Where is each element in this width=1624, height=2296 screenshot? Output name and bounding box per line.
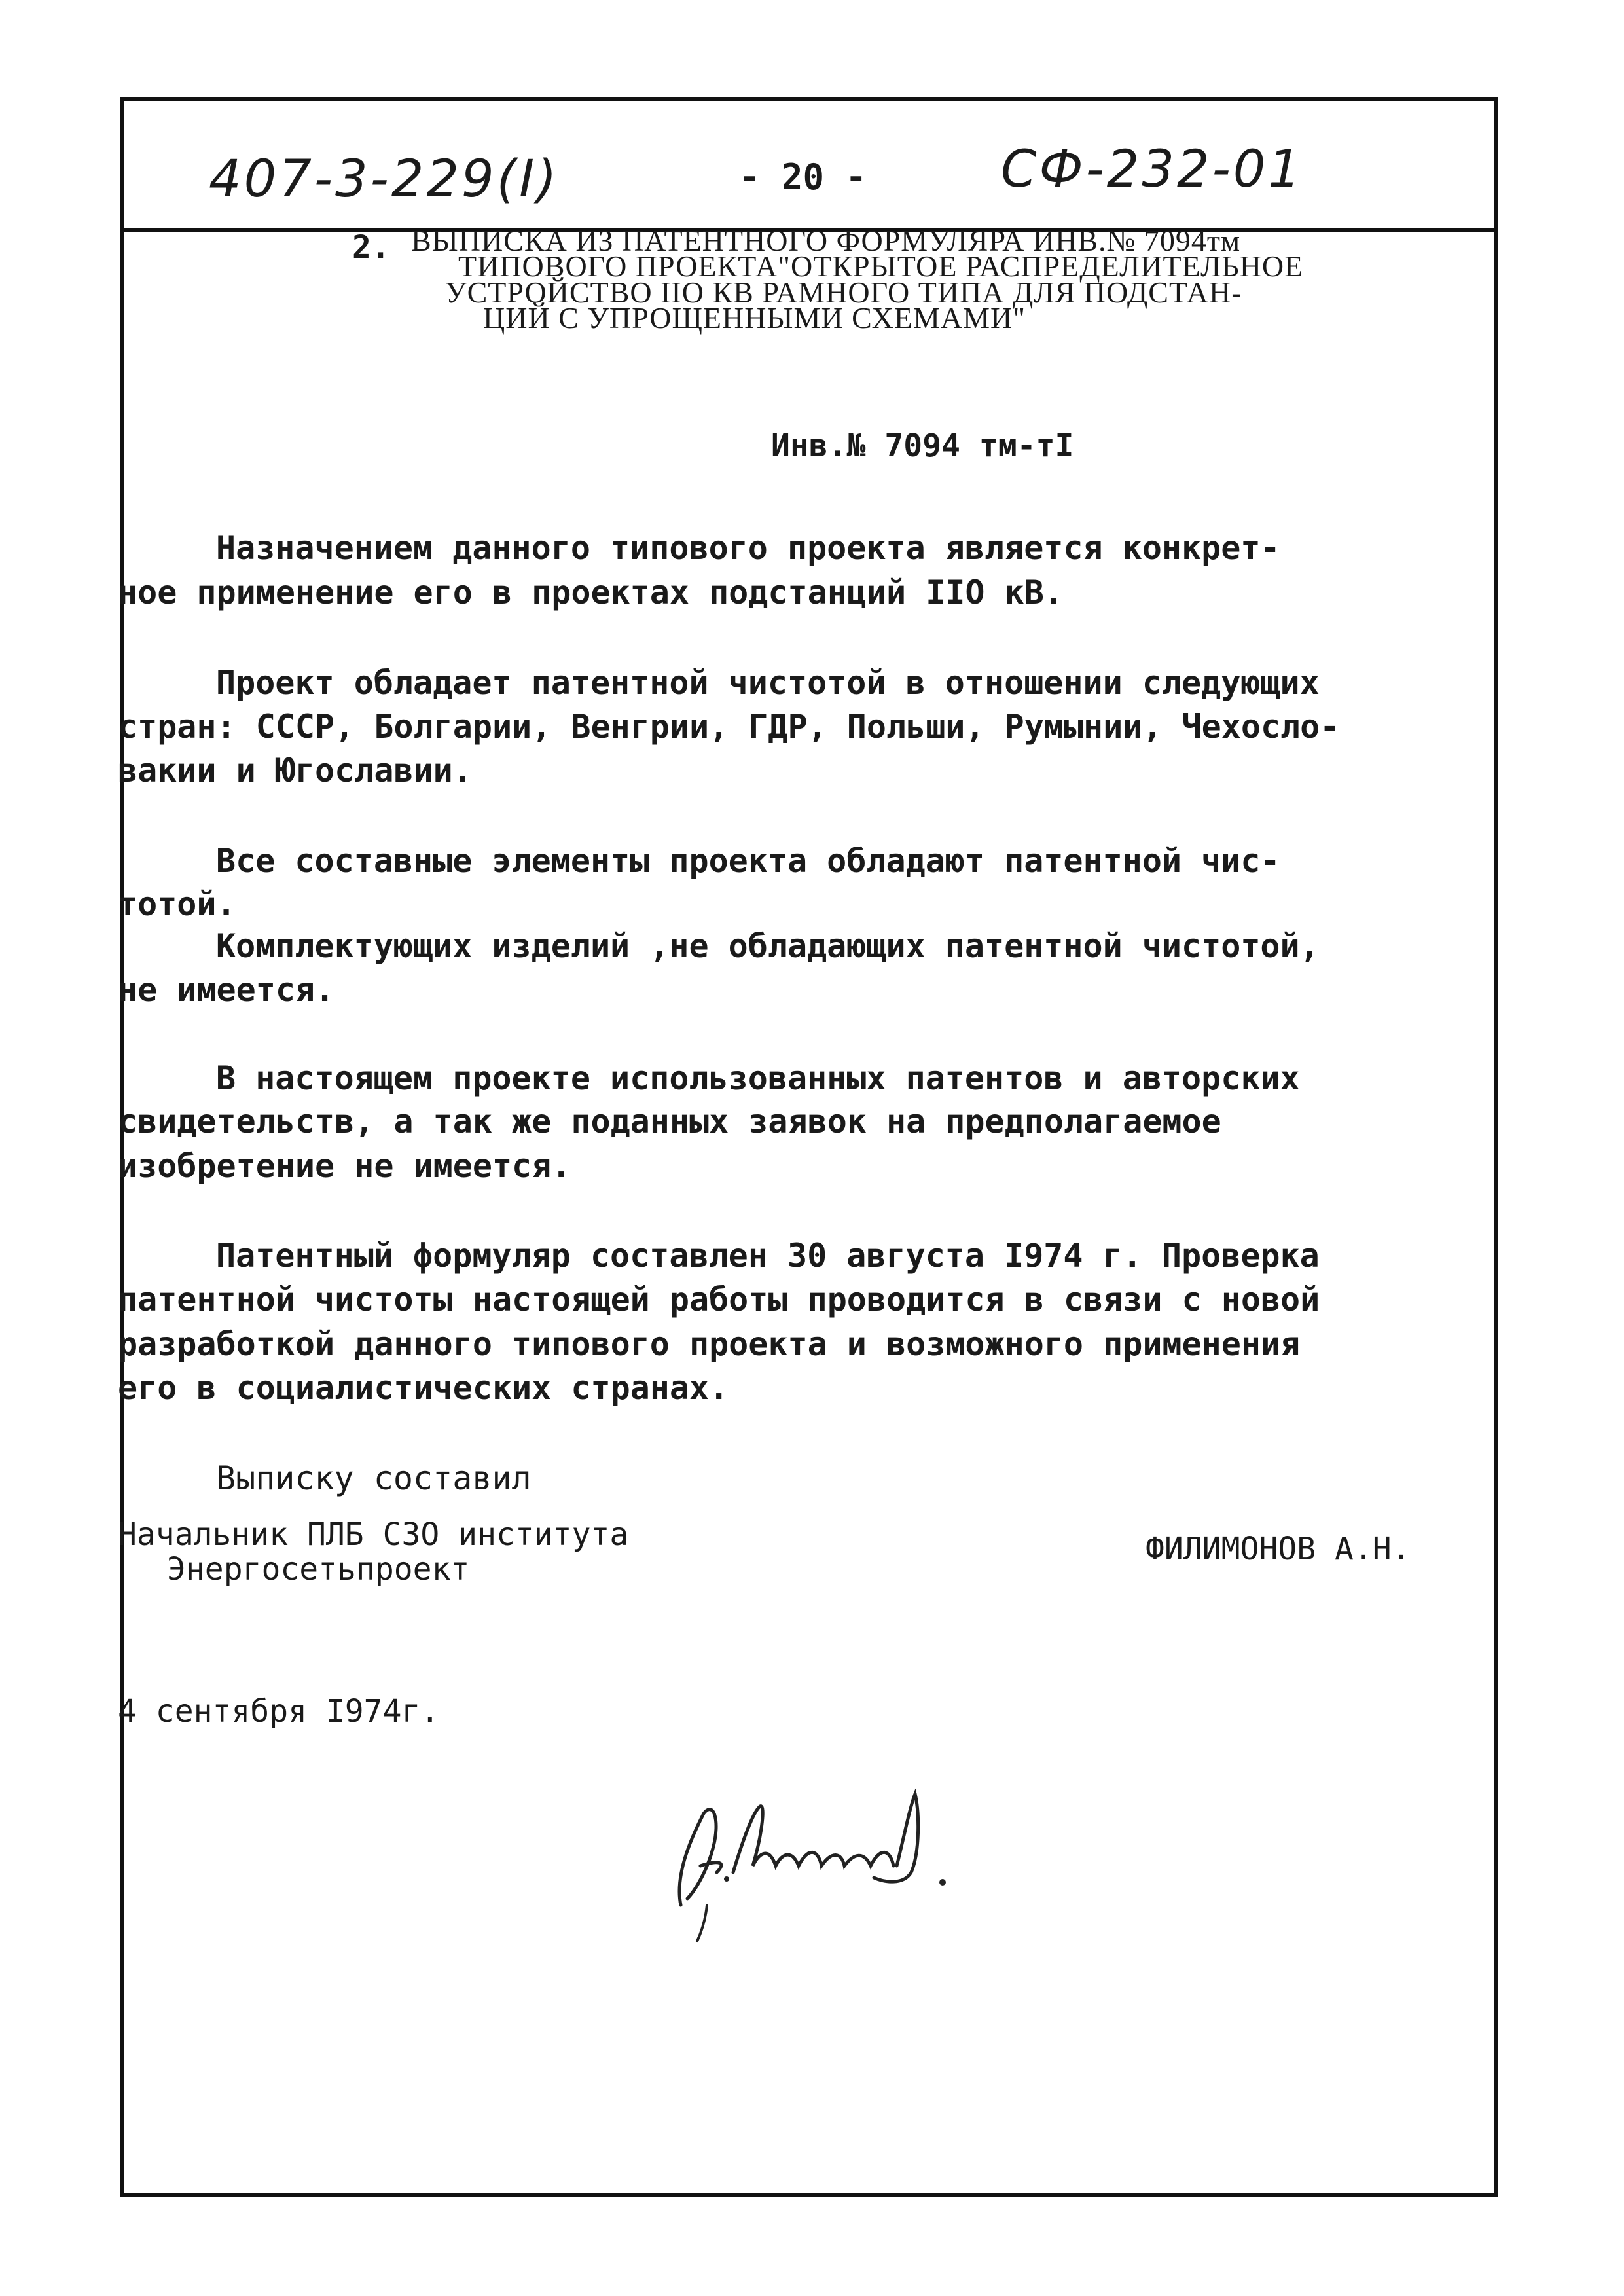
document-code: 407-3-229(I) xyxy=(209,150,560,209)
inventory-number: Инв.№ 7094 тм-тI xyxy=(771,428,1074,464)
paragraph-line: изобретение не имеется. xyxy=(118,1147,571,1185)
document-date: 4 сентября I974г. xyxy=(118,1693,440,1730)
paragraph-line: В настоящем проекте использованных патентов и авторских xyxy=(216,1059,1300,1097)
paragraph-line: ное применение его в проектах подстанций IIO кВ. xyxy=(118,574,1064,611)
paragraph-line: патентной чистоты настоящей работы проводится в связи с новой xyxy=(118,1281,1320,1319)
title-line: ТИПОВОГО ПРОЕКТА"ОТКРЫТОЕ РАСПРЕДЕЛИТЕЛЬНОЕ xyxy=(458,249,1304,283)
paragraph-line: Патентный формуляр составлен 30 августа I974 г. Проверка xyxy=(216,1237,1320,1275)
sheet-code: СФ-232-01 xyxy=(1001,140,1304,199)
compiled-by-label: Выписку составил xyxy=(216,1459,532,1497)
handwritten-signature xyxy=(655,1774,969,1944)
paragraph-line: Все составные элементы проекта обладают патентной чис- xyxy=(216,842,1280,880)
title-line: ЦИЙ С УПРОЩЕННЫМИ СХЕМАМИ" xyxy=(483,301,1026,335)
paragraph-line: стран: СССР, Болгарии, Венгрии, ГДР, Польши, Румынии, Чехосло- xyxy=(118,708,1340,746)
paragraph-line: Комплектующих изделий ,не обладающих патентной чистотой, xyxy=(216,927,1320,965)
header xyxy=(124,101,1494,232)
signatory-name: ФИЛИМОНОВ А.Н. xyxy=(1146,1531,1411,1567)
paragraph-line: Проект обладает патентной чистотой в отношении следующих xyxy=(216,664,1320,702)
section-number: 2. xyxy=(352,229,390,266)
position-line-2: Энергосетьпроект xyxy=(167,1551,470,1588)
paragraph-line: Назначением данного типового проекта является конкрет- xyxy=(216,529,1280,567)
paragraph-line: не имеется. xyxy=(118,971,335,1009)
title-line: ВЫПИСКА ИЗ ПАТЕНТНОГО ФОРМУЛЯРА ИНВ.№ 7094тм xyxy=(411,224,1241,257)
paragraph-line: его в социалистических странах. xyxy=(118,1369,729,1407)
paragraph-line: разработкой данного типового проекта и возможного применения xyxy=(118,1325,1301,1363)
position-line-1: Начальник ПЛБ СЗО института xyxy=(118,1516,629,1553)
page-number: - 20 - xyxy=(739,156,867,198)
paragraph-line: тотой. xyxy=(118,885,236,923)
paragraph-line: вакии и Югославии. xyxy=(118,752,473,790)
paragraph-line: свидетельств, а так же поданных заявок на предполагаемое xyxy=(118,1102,1221,1140)
title-line: УСТРОЙСТВО IIO КВ РАМНОГО ТИПА ДЛЯ ПОДСТАН- xyxy=(445,276,1242,309)
